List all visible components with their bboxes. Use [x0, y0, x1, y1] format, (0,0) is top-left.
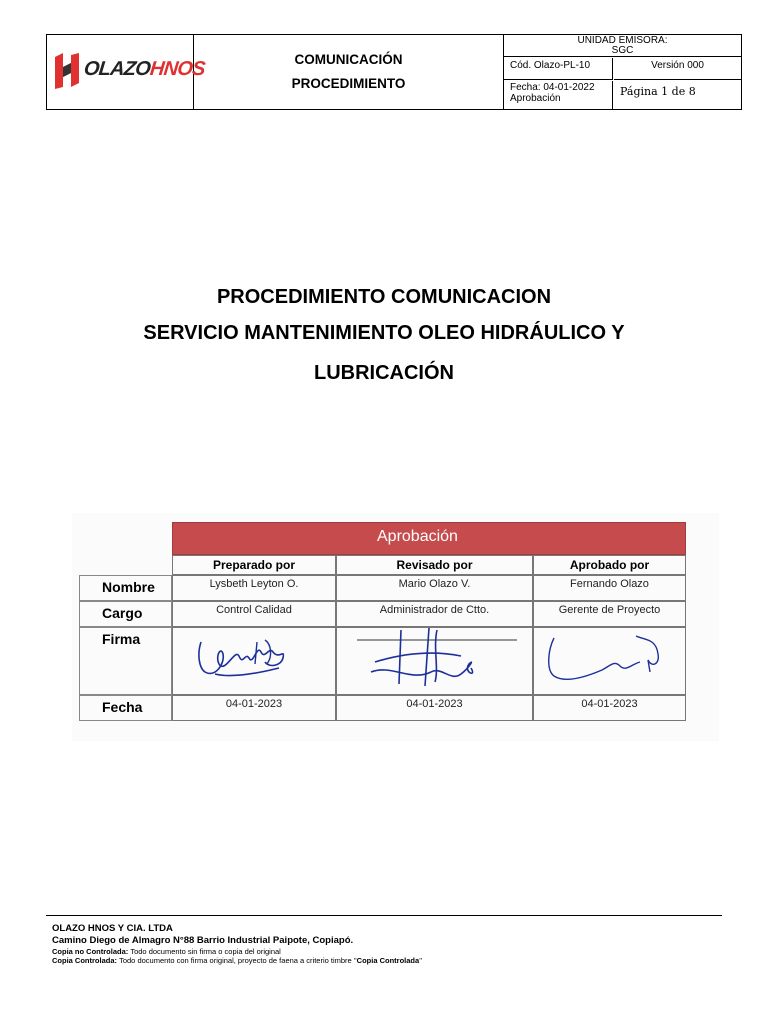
header-line-2: PROCEDIMIENTO: [291, 76, 406, 91]
reviewed-signature: [336, 627, 533, 695]
reviewed-role: Administrador de Ctto.: [336, 601, 533, 627]
column-header-prepared: Preparado por: [172, 555, 336, 575]
reviewed-name: Mario Olazo V.: [336, 575, 533, 601]
footer-controlada: Copia Controlada: Todo documento con firma original, proyecto de faena a criterio timbre ''Copia Controlada'': [52, 956, 423, 965]
row-label-firma: Firma: [79, 627, 172, 695]
company-logo: [47, 35, 206, 109]
footer-no-controlada: Copia no Controlada: Todo documento sin firma o copia del original: [52, 947, 281, 956]
footer-company: OLAZO HNOS Y CIA. LTDA: [52, 923, 173, 934]
approved-signature: [533, 627, 686, 695]
footer-divider: [46, 915, 722, 916]
document-code: Cód. Olazo-PL-10: [504, 58, 613, 80]
issuing-unit: UNIDAD EMISORA: SGC: [504, 35, 741, 57]
prepared-date: 04-01-2023: [172, 695, 336, 721]
header-line-1: COMUNICACIÓN: [294, 52, 403, 67]
title-line-2: SERVICIO MANTENIMIENTO OLEO HIDRÁULICO Y: [143, 322, 625, 344]
signature-image-1: [195, 634, 295, 684]
column-header-approved: Aprobado por: [533, 555, 686, 575]
reviewed-date: 04-01-2023: [336, 695, 533, 721]
document-header: [46, 34, 742, 110]
logo-mark-icon: [51, 53, 85, 89]
document-date: Fecha: 04-01-2022 Aprobación: [504, 81, 613, 109]
row-label-fecha: Fecha: [79, 695, 172, 721]
logo-wordmark: OLAZOHNOS: [82, 58, 206, 80]
row-label-cargo: Cargo: [79, 601, 172, 627]
signature-image-3: [540, 630, 680, 690]
row-label-nombre: Nombre: [79, 575, 172, 601]
title-line-1: PROCEDIMIENTO COMUNICACION: [216, 286, 552, 308]
approval-heading: Aprobación: [172, 522, 686, 555]
column-header-reviewed: Revisado por: [336, 555, 533, 575]
footer-address: Camino Diego de Almagro N°88 Barrio Industrial Paipote, Copiapó.: [52, 935, 354, 946]
page-number: Página 1 de 8: [620, 85, 696, 98]
document-version: Versión 000: [614, 58, 741, 80]
prepared-role: Control Calidad: [172, 601, 336, 627]
prepared-name: Lysbeth Leyton O.: [172, 575, 336, 601]
approved-date: 04-01-2023: [533, 695, 686, 721]
prepared-signature: [172, 627, 336, 695]
approved-name: Fernando Olazo: [533, 575, 686, 601]
signature-image-2: [341, 628, 531, 688]
title-line-3: LUBRICACIÓN: [314, 362, 454, 384]
approved-role: Gerente de Proyecto: [533, 601, 686, 627]
